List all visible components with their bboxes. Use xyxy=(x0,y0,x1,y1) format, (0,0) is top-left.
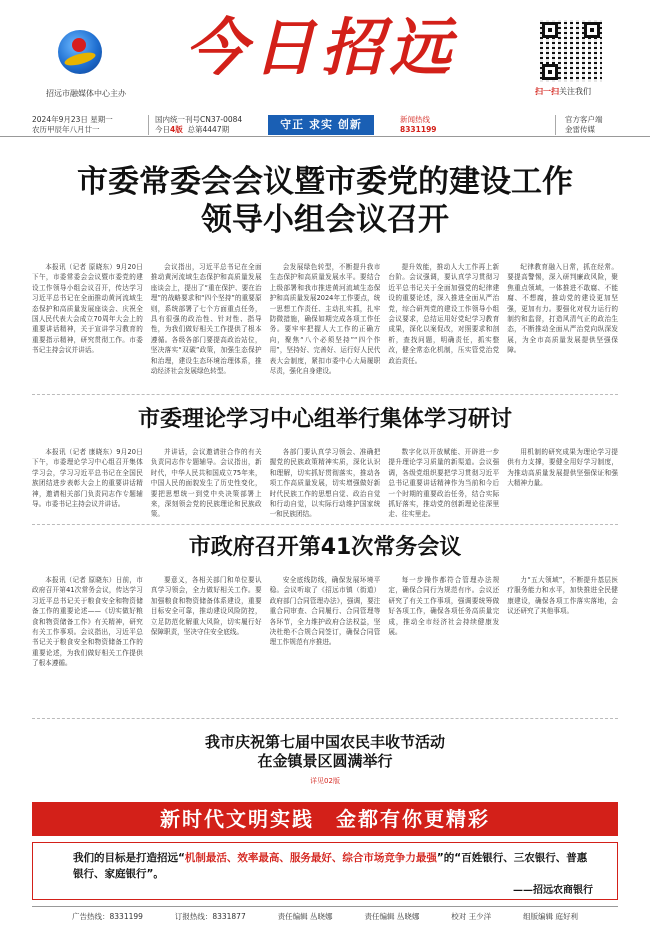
issue-date: 2024年9月23日 星期一 农历甲辰年八月廿一 xyxy=(32,115,113,134)
civilization-banner: 新时代文明实践 金都有你更精彩 xyxy=(32,802,618,836)
divider xyxy=(32,718,618,719)
issue-number: 国内统一刊号CN37-0084 今日4版 总第4447期 xyxy=(155,115,243,134)
article2-col: 本报讯（记者 康晓东）9月20日下午，市委理论学习中心组召开集体学习会，学习习近平总书记在全国民族团结进步表彰大会上的重要讲话精神，邀请相关部门负责同志作专题辅导。市委书记主持会议并讲话。 xyxy=(32,448,143,509)
article2-body xyxy=(32,447,618,519)
masthead xyxy=(0,0,650,112)
bank-advertisement xyxy=(32,842,618,900)
article2-col: 数字化以开放赋能、开辟进一步提升理论学习质量的新渠道。会议强调，各级党组织要把学习贯彻习近平总书记重要讲话精神作为当前和今后一个时期的重要政治任务，结合实际抓好落实，推动党的创新理论往深里走、往实里走。 xyxy=(388,448,500,519)
newspaper-title: 今日招远 xyxy=(185,11,458,84)
article1-col: 会议指出，习近平总书记在全面推动黄河流域生态保护和高质量发展座谈会上，提出了“重在保护、要在治理”的战略要求和“四个坚持”的重要原则，系统部署了七个方面重点任务，具有很强的政治性、针对性、指导性，为我们做好相关工作提供了根本遵循。各级各部门要提高政治站位，坚决落实“双碳”政策，加强生态保护和治理，建设生态环境治理体系，推动经济社会发展绿色转型。 xyxy=(150,263,262,376)
footer xyxy=(32,906,618,926)
qr-caption: 扫一扫关注我们 xyxy=(535,87,591,96)
article1-headline[interactable]: 市委常委会会议暨市委党的建设工作 领导小组会议召开 xyxy=(77,164,573,238)
ad-signature: ——招远农商银行 xyxy=(513,885,593,896)
article1-col: 提升效能，推动人大工作再上新台阶。会议强调，要认真学习贯彻习近平总书记关于全面加强党的纪律建设的重要论述，深入推进全面从严治党，综合研判党的建设工作领导小组会议要求，总结运用好党纪学习教育成果，深化以案促改，对照要求和剖析，查找问题，明确责任，抓实整改，健全常态化机制，压实管党治党政治责任。 xyxy=(388,263,500,365)
footer-subscribe-hotline: 订报热线：8331877 xyxy=(174,912,246,921)
ad-text: 我们的目标是打造招远“机制最活、效率最高、服务最好、综合市场竞争力最强”的“百姓银行、三农银行、普惠银行、家庭银行”。 xyxy=(73,852,588,880)
media-center-logo xyxy=(58,30,102,74)
article2-col: 并讲话，会议邀请驻合作的有关负责同志作专题辅导。会议指出，新时代，中华人民共和国成立75年来，中国人民的面貌发生了历史性变化，要把思想统一到党中央决策部署上来，深刻领会党的民族理论和民族政策。 xyxy=(150,448,262,519)
article3-col: 力“五大领域”，不断提升基层医疗服务能力和水平，加快推进全民健康建设，确保各项工作落实落地，会议还研究了其他事项。 xyxy=(507,576,618,616)
issue-info-bar xyxy=(0,113,650,137)
article1-col: 纪律教育融入日常，抓在经常。要提高警惕，深入研判廉政风险，聚焦重点领域，一体推进不敢腐、不能腐、不想腐，推动党的建设更加坚强，更加有力。要强化对权力运行的制约和监督，打造风清气正的政治生态，不断推动全面从严治党向纵深发展，为全市高质量发展提供坚强保障。 xyxy=(507,263,618,355)
article3-col: 安全底线防线，确保发展环境平稳。会议听取了《招远市镇（街道）政府部门合同管理办法》，强调，要注重合同审查、合同履行、合同管理等各环节，全力维护政府合法权益，坚决杜绝不合规合同签订，确保合同管理工作规范有序推进。 xyxy=(269,576,381,647)
divider xyxy=(32,524,618,525)
motto-badge: 守正 求实 创新 xyxy=(268,115,374,135)
article1-col: 会发展绿色转型，不断提升我市生态保护和高质量发展水平。要结合上级部署和我市推进黄河流域生态保护和高质量发展2024年工作要点，统一思想工作责任、主动扎实抓，扎牢防微措施，确保如期完成各项工作任务。要牢牢把握人大工作的正确方向，聚焦“八个必须坚持”“四个作用”，坚持好、完善好、运行好人民代表大会制度，紧扣市委中心大局履职尽责，强化自身建设。 xyxy=(269,263,381,376)
official-client: 官方客户端 金雷传媒 xyxy=(565,115,603,134)
article2-col: 用机制的研究成果为理论学习提供有力支撑，要健全用好学习制度，为推动高质量发展提供坚强保证和强大精神力量。 xyxy=(507,448,618,488)
footer-ad-hotline: 广告热线：8331199 xyxy=(72,912,143,921)
article1-body xyxy=(32,262,618,382)
article3-headline[interactable]: 市政府召开第41次常务会议 xyxy=(188,535,462,560)
publisher-slogan: 招远市融媒体中心主办 xyxy=(46,89,126,98)
article3-col: 每一步操作都符合管理办法规定，确保合同行为规范有序。会议还研究了有关工作事项，强调要统筹做好各项工作，确保各项任务高质量完成，推动全市经济社会持续健康发展。 xyxy=(388,576,500,637)
footer-proofreader: 校对 王少洋 xyxy=(451,912,492,921)
article3-body xyxy=(32,575,618,705)
footer-designer: 责任编辑 丛晓娜 xyxy=(364,912,420,921)
article4-headline[interactable]: 我市庆祝第七届中国农民丰收节活动 在金镇景区圆满举行 xyxy=(204,733,445,770)
news-hotline: 新闻热线 8331199 xyxy=(400,115,437,134)
article3-col: 本报讯（记者 原晓东）日前，市政府召开第41次常务会议，传达学习习近平总书记关于粮食安全和物资储备工作的重要论述——《切实做好粮食和物资储备工作》有关精神，研究有关工作事项。会议指出，习近平总书记关于粮食安全和物资储备工作的重要论述，为我们做好相关工作提供了根本遵循。 xyxy=(32,576,143,668)
article2-col: 各部门要认真学习领会、准确把握党的民族政策精神实质，深化认识和理解，切实抓好贯彻落实，推动各项工作高质量发展，切实增强做好新时代民族工作的思想自觉、政治自觉和行动自觉，以实际行动维护国家统一和民族团结。 xyxy=(269,448,381,519)
article3-col: 要意义，各相关部门和单位要认真学习领会，全力做好相关工作。要加强粮食和物资储备体系建设，重要目标安全可靠，推动建设风险防控，立足防范化解重大风险，切实履行好保障职责，坚决守住安全底线。 xyxy=(150,576,262,637)
qr-code-icon xyxy=(540,20,602,82)
footer-editor: 责任编辑 丛晓娜 xyxy=(277,912,333,921)
page-reference[interactable]: 详见02版 xyxy=(310,777,340,785)
footer-layout: 组版编辑 庭好利 xyxy=(523,912,578,921)
article2-headline[interactable]: 市委理论学习中心组举行集体学习研讨 xyxy=(137,407,512,432)
divider xyxy=(32,394,618,395)
article1-col: 本报讯（记者 原晓东）9月20日下午，市委常委会会议暨市委党的建设工作领导小组会议召开，传达学习习近平总书记在全面推动黄河流域生态保护和高质量发展座谈会、庆祝全国人民代表大会成立70周年大会上的重要讲话精神，关于宣讲学习教育的重要指示精神，研究贯彻工作。市委书记主持会议并讲话。 xyxy=(32,263,143,355)
